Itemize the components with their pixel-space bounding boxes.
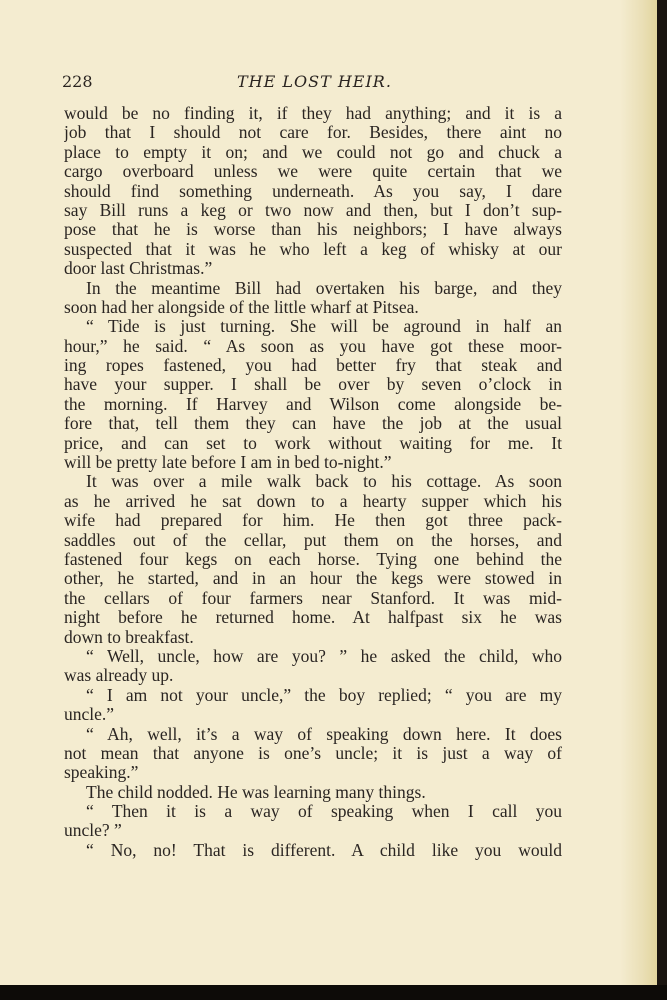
text-line: as he arrived he sat down to a hearty supper which his [64,491,562,511]
text-line: fore that, tell them they can have the job at the usual [64,414,562,434]
text-line: night before he returned home. At halfpast six he was [64,608,562,628]
text-line: job that I should not care for. Besides, there aint no [64,123,562,143]
text-line: “ Then it is a way of speaking when I call you [86,802,562,822]
text-line: the cellars of four farmers near Stanford. It was mid- [64,588,562,608]
text-line: door last Christmas.” [64,259,213,279]
text-line: would be no finding it, if they had anything; and it is a [64,104,562,123]
text-line: “ I am not your uncle,” the boy replied; “ you are my [86,685,562,705]
text-line: “ Well, uncle, how are you? ” he asked the child, who [86,646,562,666]
text-line: price, and can set to work without waiting for me. It [64,433,562,453]
text-line: fastened four kegs on each horse. Tying one behind the [64,549,562,569]
text-line: was already up. [64,666,174,686]
text-line: pose that he is worse than his neighbors; I have always [64,220,562,240]
text-line: other, he started, and in an hour the kegs were stowed in [64,569,562,589]
text-line: saddles out of the cellar, put them on the horses, and [64,530,562,550]
text-line: speaking.” [64,763,139,783]
text-line: cargo overboard unless we were quite certain that we [64,162,562,182]
text-line: wife had prepared for him. He then got three pack- [64,511,562,531]
text-line: uncle.” [64,705,115,725]
text-line: “ Ah, well, it’s a way of speaking down here. It does [86,724,562,744]
text-line: say Bill runs a keg or two now and then, but I don’t sup- [64,200,562,220]
text-line: uncle? ” [64,821,122,841]
text-line: suspected that it was he who left a keg of whisky at our [64,239,562,259]
page-header [62,72,562,96]
page-edge-shading [620,0,657,985]
text-line: the morning. If Harvey and Wilson come alongside be- [64,394,562,414]
text-line: It was over a mile walk back to his cottage. As soon [86,472,562,492]
body-text [64,104,562,860]
text-line: down to breakfast. [64,627,194,647]
scan-bottom-edge [0,985,667,1000]
text-line: have your supper. I shall be over by seven o’clock in [64,375,562,395]
text-line: should find something underneath. As you say, I dare [64,181,562,201]
text-line: hour,” he said. “ As soon as you have got these moor- [64,336,562,356]
text-line: “ No, no! That is different. A child like you would [86,840,562,860]
text-line: In the meantime Bill had overtaken his barge, and they [86,278,562,298]
page-number: 228 [62,72,93,91]
text-line: place to empty it on; and we could not go and chuck a [64,142,562,162]
text-line: ing ropes fastened, you had better fry that steak and [64,356,562,376]
text-line: “ Tide is just turning. She will be aground in half an [86,317,562,337]
text-line: The child nodded. He was learning many things. [86,782,426,802]
text-line: not mean that anyone is one’s uncle; it is just a way of [64,743,562,763]
text-line: soon had her alongside of the little wharf at Pitsea. [64,297,419,317]
running-title: THE LOST HEIR. [237,72,392,91]
text-line: will be pretty late before I am in bed to-night.” [64,453,392,473]
